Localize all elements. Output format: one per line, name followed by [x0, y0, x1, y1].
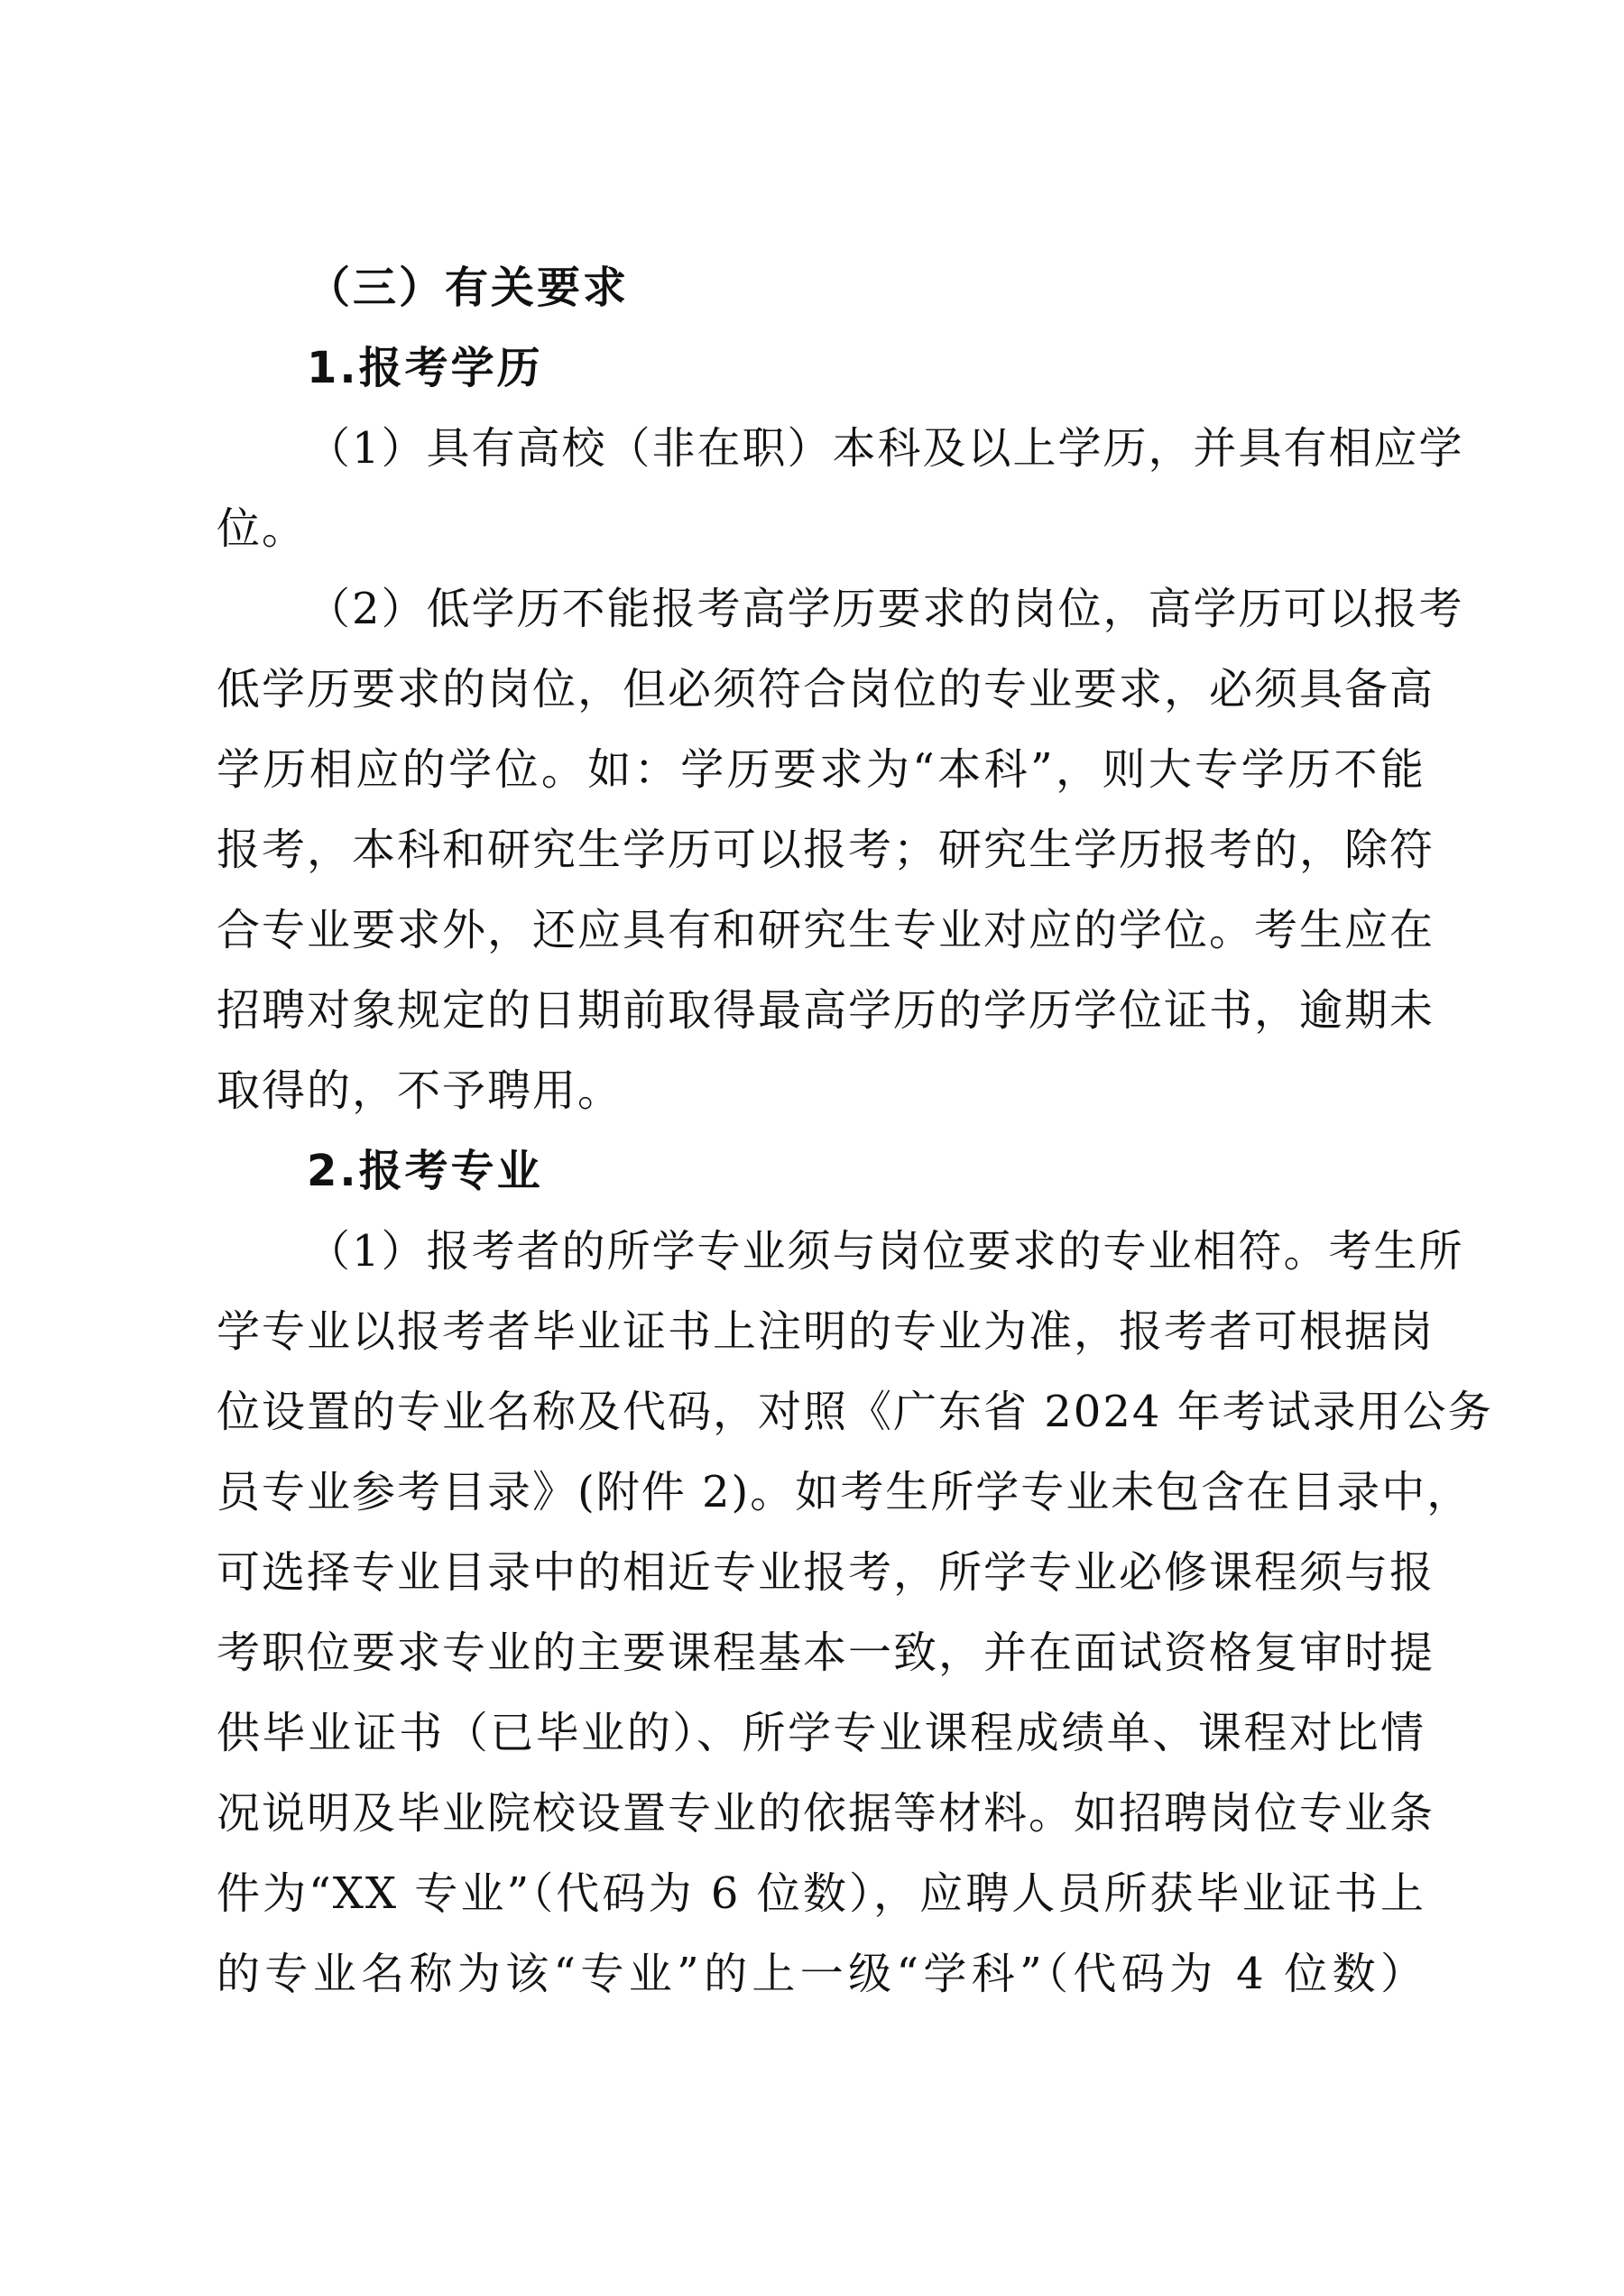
- paragraph-line: 合专业要求外，还应具有和研究生专业对应的学位。考生应在: [217, 905, 1435, 955]
- paragraph-line: （2）低学历不能报考高学历要求的岗位，高学历可以报考: [307, 584, 1464, 634]
- paragraph-line: 考职位要求专业的主要课程基本一致，并在面试资格复审时提: [217, 1627, 1435, 1678]
- paragraph-line: 况说明及毕业院校设置专业的依据等材料。如招聘岗位专业条: [217, 1788, 1435, 1839]
- paragraph-line: 件为“XX 专业”（代码为 6 位数），应聘人员所获毕业证书上: [217, 1868, 1426, 1919]
- paragraph-line: （1）具有高校（非在职）本科及以上学历，并具有相应学: [307, 423, 1464, 474]
- paragraph-line: 低学历要求的岗位，但必须符合岗位的专业要求，必须具备高: [217, 664, 1435, 715]
- paragraph-line: 位。: [217, 503, 308, 554]
- paragraph-line: 学历相应的学位。如：学历要求为“本科”，则大专学历不能: [217, 744, 1426, 795]
- paragraph-line: 可选择专业目录中的相近专业报考，所学专业必修课程须与报: [217, 1547, 1435, 1598]
- paragraph-line: 的专业名称为该“专业”的上一级“学科”（代码为 4 位数）: [217, 1949, 1426, 1999]
- paragraph-line: 报考，本科和研究生学历可以报考；研究生学历报考的，除符: [217, 825, 1435, 875]
- paragraph-line: 员专业参考目录》(附件 2)。如考生所学专业未包含在目录中，: [217, 1467, 1472, 1517]
- paragraph-line: 学专业以报考者毕业证书上注明的专业为准，报考者可根据岗: [217, 1306, 1435, 1357]
- subsection-heading: 1.报考学历: [307, 343, 543, 393]
- subsection-heading: 2.报考专业: [307, 1146, 543, 1196]
- paragraph-line: 位设置的专业名称及代码，对照《广东省 2024 年考试录用公务: [217, 1387, 1493, 1437]
- document-body: [217, 248, 1493, 2015]
- section-heading: （三）有关要求: [307, 263, 630, 313]
- paragraph-line: 招聘对象规定的日期前取得最高学历的学历学位证书，逾期未: [217, 985, 1435, 1036]
- paragraph-line: 取得的，不予聘用。: [217, 1065, 623, 1116]
- paragraph-line: 供毕业证书（已毕业的）、所学专业课程成绩单、课程对比情: [217, 1708, 1426, 1758]
- paragraph-line: （1）报考者的所学专业须与岗位要求的专业相符。考生所: [307, 1226, 1464, 1277]
